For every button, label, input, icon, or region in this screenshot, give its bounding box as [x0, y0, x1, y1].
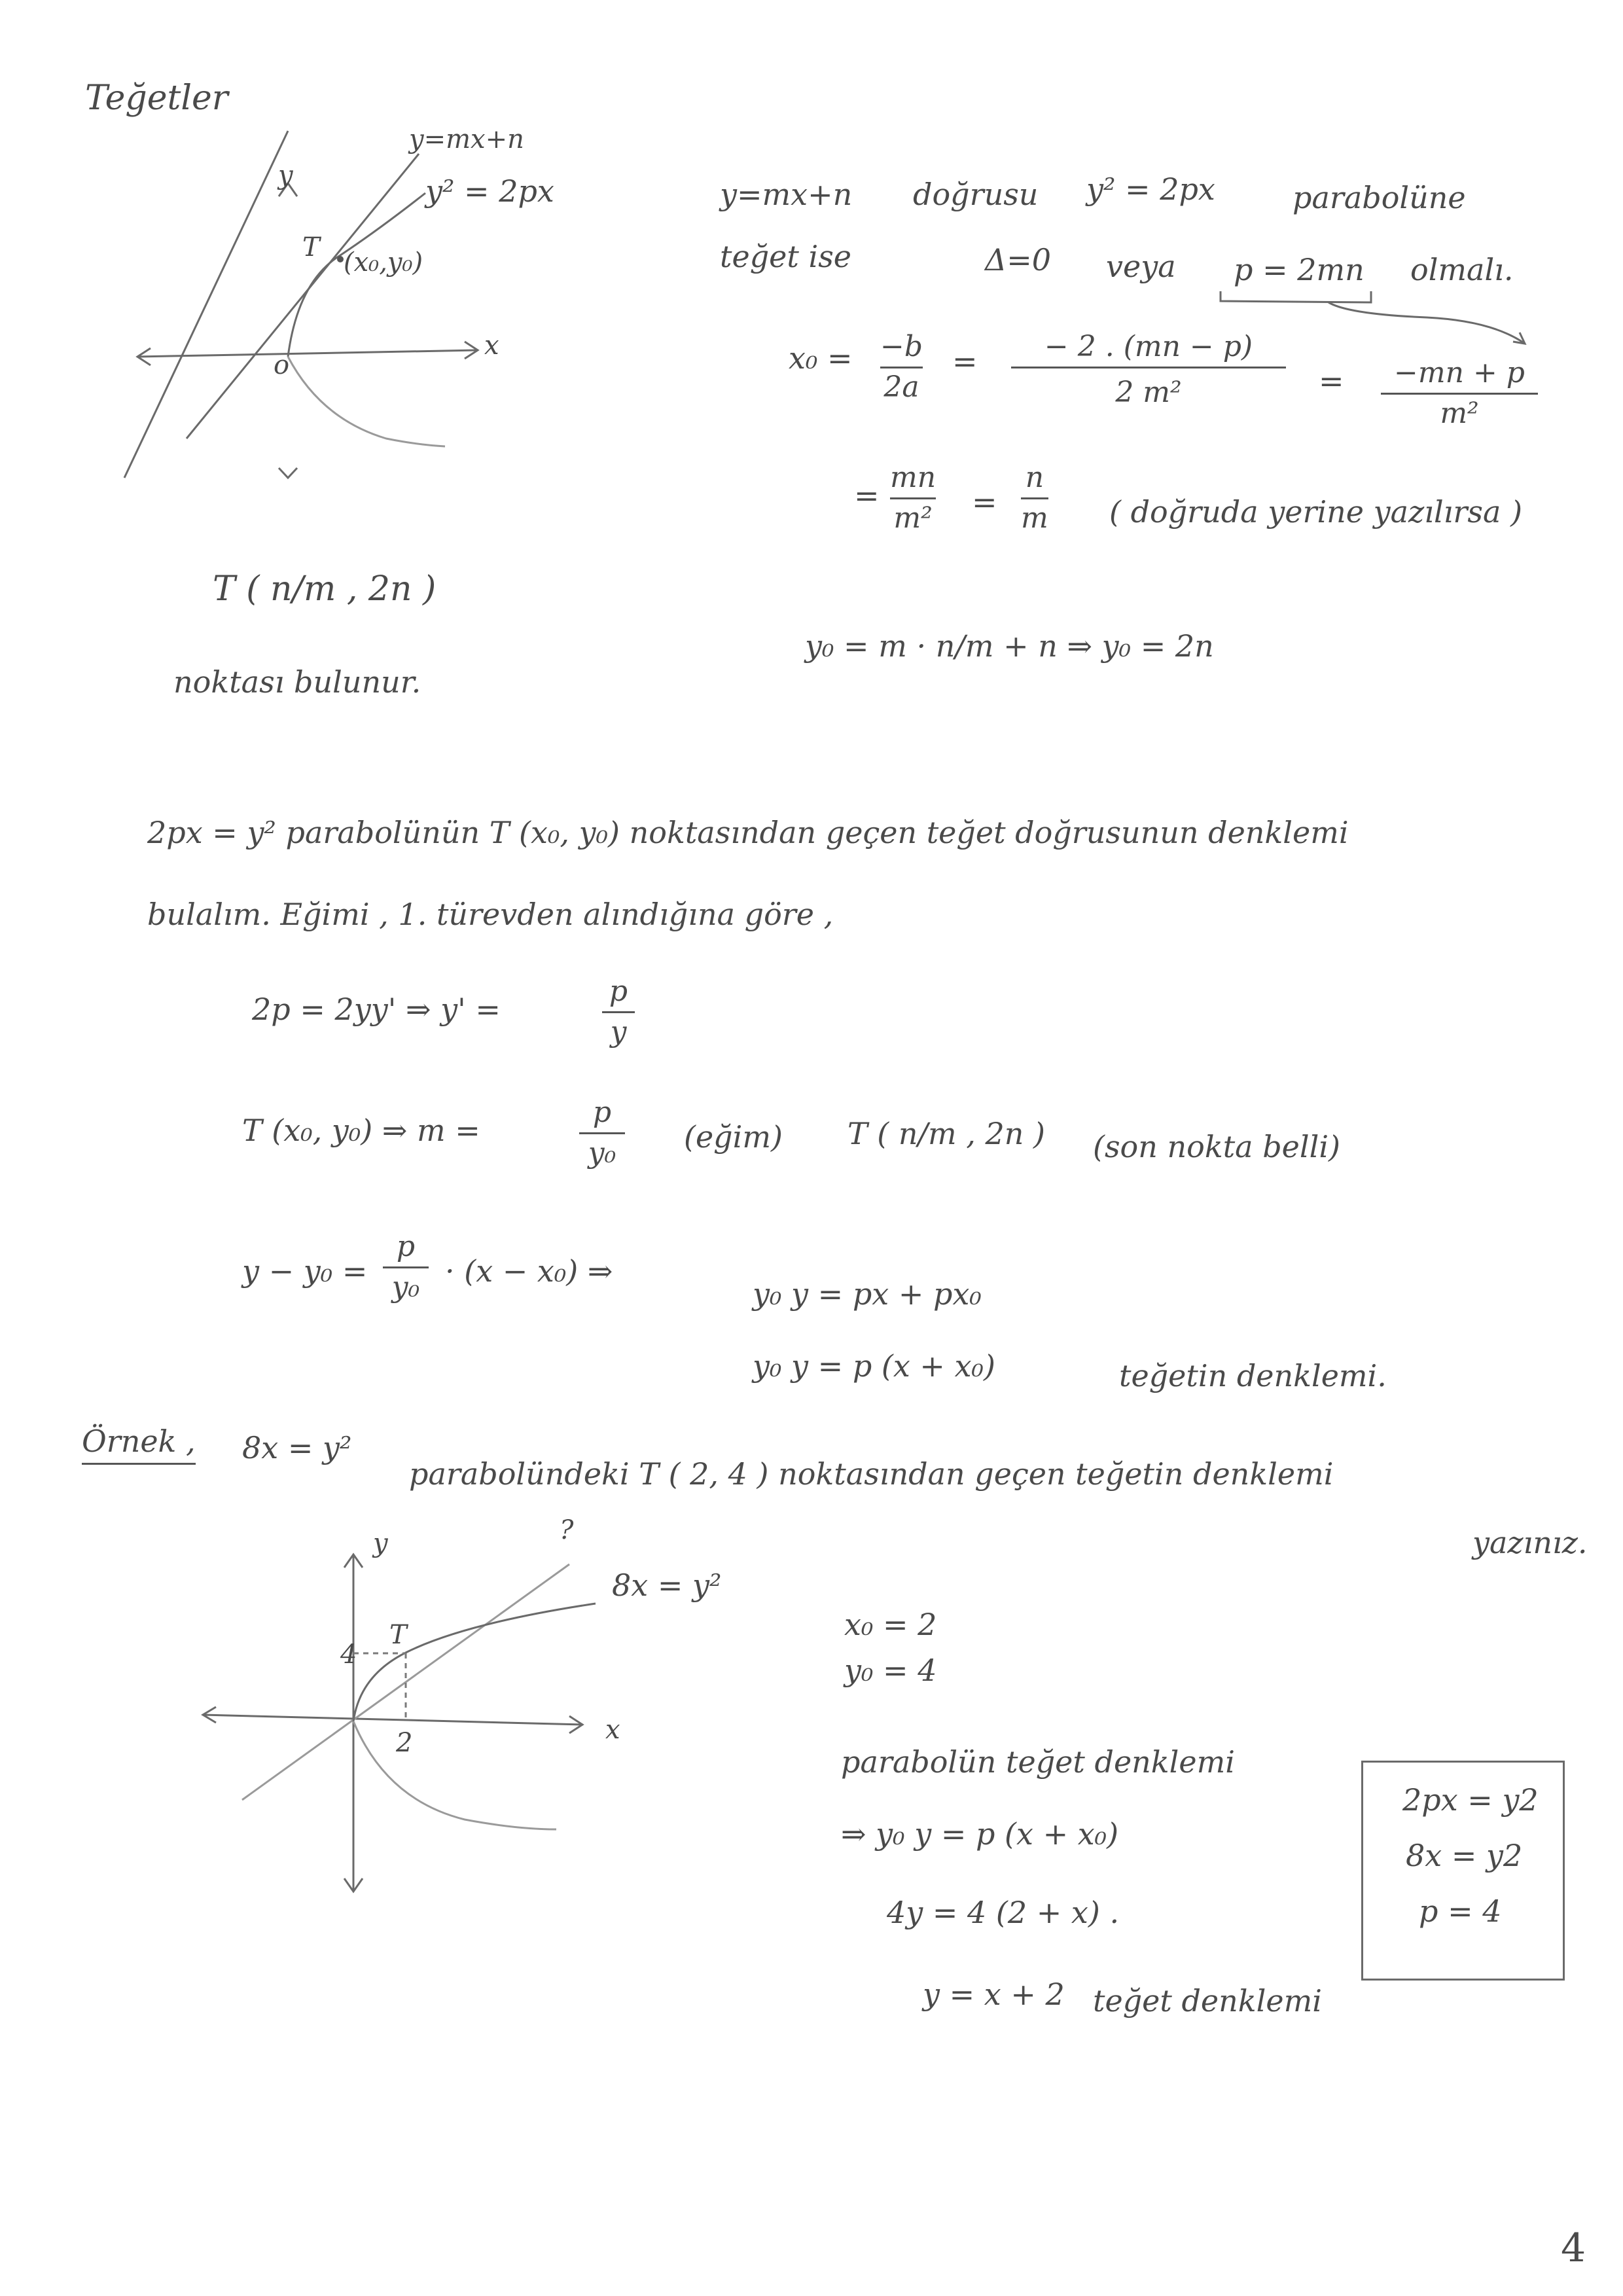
graph1-axis-y: y [278, 160, 293, 190]
example-step-3-label: teğet denklemi [1093, 1983, 1322, 2018]
example-text-2: yazınız. [1472, 1525, 1588, 1560]
tangent-den: y₀ [391, 1270, 420, 1304]
line2-a: teğet ise [720, 239, 852, 274]
frac2-num: − 2 . (mn − p) [1044, 330, 1253, 363]
graph2-curve-label: 8x = y² [612, 1568, 722, 1603]
x0-lhs: x₀ = [789, 340, 853, 376]
frac4-den: m² [893, 501, 933, 535]
deriv-den: y [610, 1014, 627, 1049]
box-line-2: 8x = y2 [1406, 1838, 1523, 1873]
frac3 [1381, 357, 1538, 430]
tangent-num: p [396, 1230, 416, 1263]
section2-line1: 2px = y² parabolünün T (x₀, y₀) noktasından geçen teğet doğrusunun denklemi [147, 815, 1349, 850]
tangent-r2: y₀ y = p (x + x₀) [753, 1348, 995, 1384]
line2-e: olmalı. [1410, 252, 1514, 287]
graph2-axis-x: x [605, 1715, 620, 1745]
eq-1: = [952, 344, 978, 379]
line1-d: parabolüne [1293, 180, 1466, 215]
derivative-frac [602, 975, 635, 1049]
tangent-tail: · (x − x₀) ⇒ [445, 1253, 613, 1289]
tangent-lhs: y − y₀ = [242, 1253, 368, 1289]
note-substitute: ( doğruda yerine yazılırsa ) [1109, 494, 1523, 529]
slope-tail-1: (eğim) [684, 1119, 783, 1155]
graph1-curve-label: y² = 2px [425, 173, 554, 209]
eq-4: = [972, 484, 997, 520]
page-title: Teğetler [85, 79, 228, 118]
example-step-1: ⇒ y₀ y = p (x + x₀) [841, 1816, 1119, 1852]
graph1-point-coords: (x₀,y₀) [344, 247, 423, 278]
slope-lhs: T (x₀, y₀) ⇒ m = [242, 1113, 480, 1148]
graph2-tick-y: 4 [340, 1640, 357, 1670]
example-label: Örnek , [82, 1424, 196, 1465]
eq-3: = [854, 478, 880, 513]
tangent-frac [383, 1230, 429, 1304]
t-point: T ( n/m , 2n ) [213, 569, 437, 609]
slope-num: p [592, 1096, 612, 1129]
given-box [1361, 1761, 1565, 1981]
deriv-num: p [609, 975, 628, 1008]
frac4-num: mn [890, 461, 936, 494]
eq-2: = [1319, 363, 1344, 399]
line2-c: veya [1106, 249, 1176, 284]
derivative-lhs: 2p = 2yy' ⇒ y' = [252, 992, 501, 1027]
frac1 [880, 331, 923, 404]
frac5-den: m [1021, 501, 1048, 535]
graph1-point-label: T [302, 232, 320, 262]
line1-a: y=mx+n [720, 177, 853, 212]
tangent-r2-label: teğetin denklemi. [1119, 1358, 1387, 1393]
frac5-num: n [1025, 461, 1044, 494]
graph2-question: ? [560, 1515, 574, 1545]
example-eq: 8x = y² [242, 1430, 352, 1465]
frac2 [1011, 331, 1286, 409]
frac2-den: 2 m² [1115, 375, 1182, 409]
example-y0: y₀ = 4 [844, 1653, 937, 1688]
graph2-point-label: T [389, 1620, 407, 1650]
frac1-den: 2a [883, 370, 919, 404]
slope-tail-3: (son nokta belli) [1093, 1129, 1340, 1164]
example-step-3: y = x + 2 [923, 1977, 1065, 2012]
section2-line2: bulalım. Eğimi , 1. türevden alındığına göre , [147, 897, 834, 932]
slope-tail-2: T ( n/m , 2n ) [847, 1116, 1045, 1151]
line1-b: doğrusu [913, 177, 1039, 212]
frac4 [890, 461, 936, 535]
example-x0: x₀ = 2 [844, 1607, 937, 1642]
line1-c: y² = 2px [1086, 171, 1215, 207]
page-number: 4 [1561, 2225, 1586, 2271]
example-tangent-title: parabolün teğet denklemi [841, 1744, 1235, 1780]
graph2-tick-x: 2 [396, 1728, 413, 1758]
frac3-num: −mn + p [1394, 356, 1525, 389]
line2-b: Δ=0 [985, 242, 1052, 278]
graph1-origin: o [274, 350, 290, 380]
example-text: parabolündeki T ( 2, 4 ) noktasından geçen teğetin denklemi [409, 1456, 1334, 1492]
frac5 [1021, 461, 1048, 535]
graph1-axis-x: x [484, 331, 499, 361]
frac3-den: m² [1440, 396, 1479, 430]
graph2-axis-y: y [373, 1528, 388, 1558]
frac1-num: −b [880, 330, 923, 363]
box-line-1: 2px = y2 [1402, 1782, 1539, 1818]
graph1-line-label: y=mx+n [409, 124, 524, 154]
y0-line: y₀ = m · n/m + n ⇒ y₀ = 2n [805, 628, 1214, 664]
box-line-3: p = 4 [1419, 1893, 1502, 1929]
t-point-found: noktası bulunur. [173, 664, 421, 700]
slope-frac [579, 1096, 625, 1170]
tangent-r1: y₀ y = px + px₀ [753, 1276, 982, 1312]
example-step-2: 4y = 4 (2 + x) . [887, 1895, 1120, 1930]
line2-d: p = 2mn [1234, 252, 1364, 287]
slope-den: y₀ [588, 1136, 616, 1170]
